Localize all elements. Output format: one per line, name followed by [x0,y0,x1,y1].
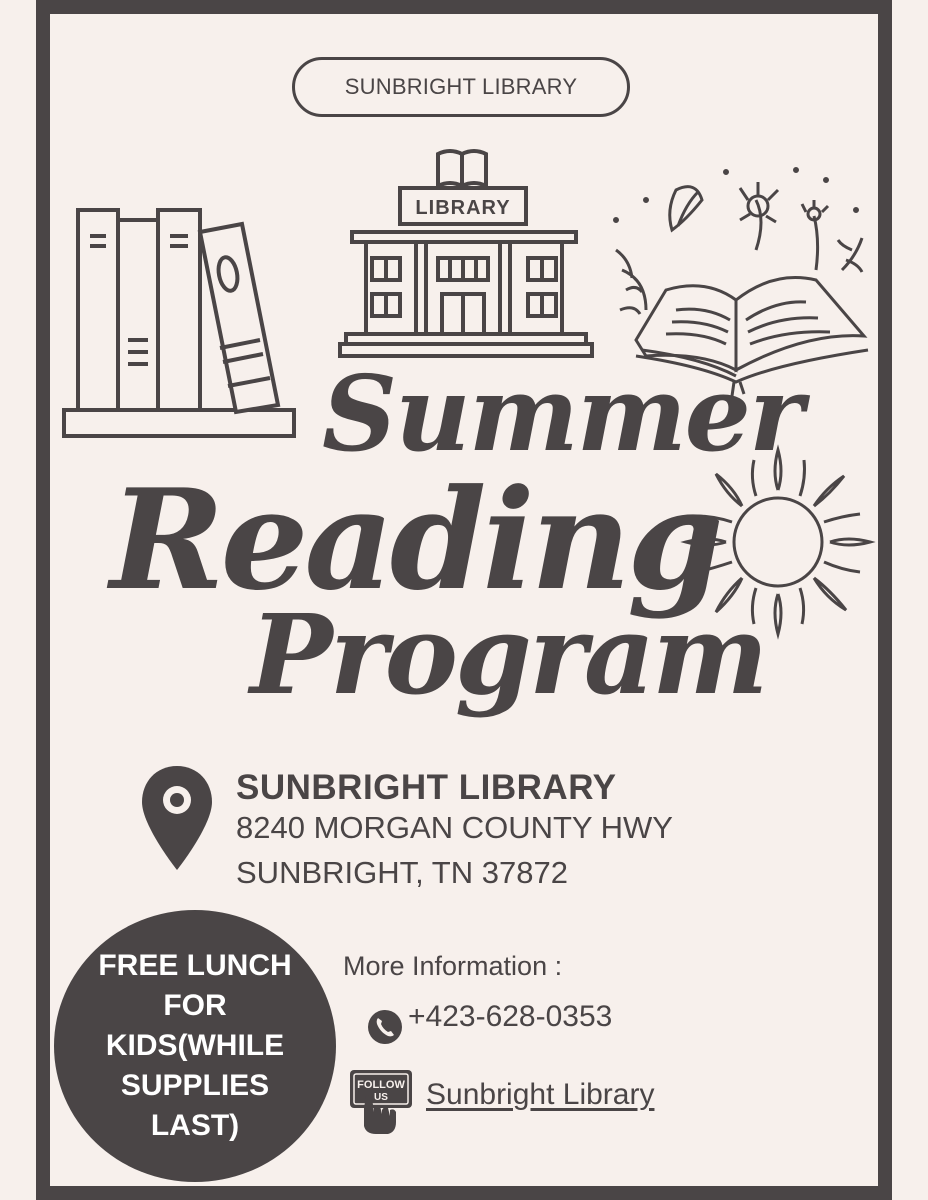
address-library-name: SUNBRIGHT LIBRARY [236,768,617,807]
title-line-summer: Summer [322,352,802,475]
more-information-heading: More Information : [343,951,563,981]
phone-number[interactable]: +423-628-0353 [408,1000,613,1033]
header-pill-label: SUNBRIGHT LIBRARY [344,74,578,99]
address-street: 8240 MORGAN COUNTY HWY [236,810,673,845]
location-pin-icon [140,764,214,872]
free-lunch-text: FREE LUNCH FOR KIDS(WHILE SUPPLIES LAST) [98,949,292,1142]
header-pill [292,57,630,117]
books-shelf-icon [60,200,300,445]
follow-us-icon [348,1068,414,1136]
library-sign-label: LIBRARY [415,197,511,219]
phone-icon [366,1008,404,1046]
title-line-reading: Reading [110,458,720,621]
free-lunch-badge [54,910,336,1182]
social-link-sunbright-library[interactable]: Sunbright Library [426,1078,655,1111]
follow-badge-line1: FOLLOW [357,1079,405,1091]
library-building-icon [338,146,594,362]
title-line-program: Program [250,590,766,719]
follow-badge-line2: US [374,1092,388,1103]
address-city: SUNBRIGHT, TN 37872 [236,855,568,890]
